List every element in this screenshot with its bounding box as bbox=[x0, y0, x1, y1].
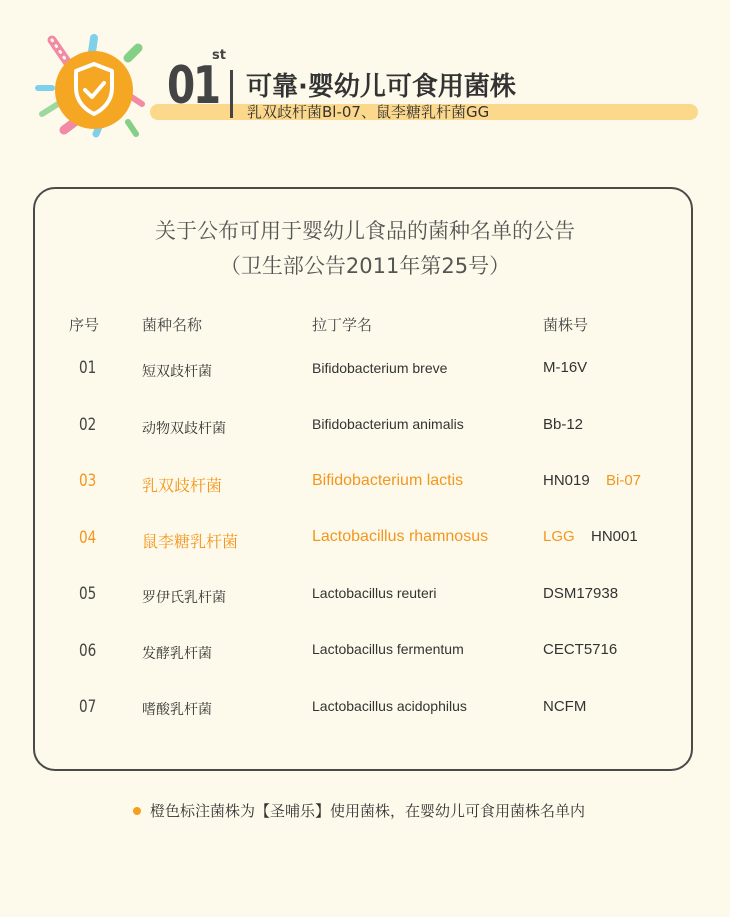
strain-name: 发酵乳杆菌 bbox=[142, 646, 212, 662]
latin-name: Lactobacillus acidophilus bbox=[312, 698, 467, 714]
table-row-number: 04 bbox=[79, 528, 97, 548]
strain-name-highlighted: 乳双歧杆菌 bbox=[142, 476, 223, 495]
latin-name-highlighted: Bifidobacterium lactis bbox=[312, 472, 464, 489]
document-reference: （卫生部公告2011年第25号） bbox=[219, 254, 511, 278]
title-divider bbox=[230, 70, 233, 118]
strain-code: Bb-12 bbox=[543, 416, 584, 433]
strain-code: DSM17938 bbox=[543, 585, 619, 602]
table-row-number: 01 bbox=[79, 358, 97, 378]
latin-name: Bifidobacterium breve bbox=[312, 360, 448, 376]
column-header-name: 菌种名称 bbox=[142, 316, 203, 334]
strain-code: NCFM bbox=[543, 698, 587, 715]
section-header bbox=[0, 0, 730, 160]
table-row-number: 06 bbox=[79, 641, 97, 661]
strain-name: 罗伊氏乳杆菌 bbox=[142, 590, 226, 606]
strain-code-highlighted: Bi-07 bbox=[606, 472, 642, 489]
strain-name: 动物双歧杆菌 bbox=[142, 421, 226, 437]
page-subtitle: 乳双歧杆菌Bl-07、鼠李糖乳杆菌GG bbox=[247, 103, 490, 121]
table-row-number: 07 bbox=[79, 697, 97, 717]
latin-name-highlighted: Lactobacillus rhamnosus bbox=[312, 528, 489, 545]
latin-name: Lactobacillus fermentum bbox=[312, 641, 464, 657]
strain-code: HN001 bbox=[591, 528, 638, 545]
strain-name: 嗜酸乳杆菌 bbox=[142, 702, 212, 718]
column-header-latin: 拉丁学名 bbox=[312, 316, 373, 334]
table-row-number: 03 bbox=[79, 471, 97, 491]
page-title: 可靠·婴幼儿可食用菌株 bbox=[246, 72, 516, 102]
latin-name: Bifidobacterium animalis bbox=[312, 416, 464, 432]
strain-name: 短双歧杆菌 bbox=[142, 364, 212, 380]
section-number-suffix: st bbox=[212, 48, 226, 63]
strain-name-highlighted: 鼠李糖乳杆菌 bbox=[142, 532, 239, 551]
strain-code-highlighted: LGG bbox=[543, 528, 575, 545]
table-row-number: 05 bbox=[79, 584, 97, 604]
footer-note: 橙色标注菌株为【圣哺乐】使用菌株，在婴幼儿可食用菌株名单内 bbox=[150, 802, 586, 820]
shield-check-icon bbox=[30, 30, 160, 150]
strain-code: CECT5716 bbox=[543, 641, 618, 658]
document-title: 关于公布可用于婴幼儿食品的菌种名单的公告 bbox=[155, 219, 575, 243]
strain-code: HN019 bbox=[543, 472, 590, 489]
column-header-strain: 菌株号 bbox=[543, 316, 589, 334]
section-number: 01 bbox=[167, 56, 219, 116]
bullet-dot-icon bbox=[133, 807, 141, 815]
column-header-number: 序号 bbox=[69, 316, 100, 334]
latin-name: Lactobacillus reuteri bbox=[312, 585, 437, 601]
table-row-number: 02 bbox=[79, 415, 97, 435]
strain-code: M-16V bbox=[543, 359, 588, 376]
